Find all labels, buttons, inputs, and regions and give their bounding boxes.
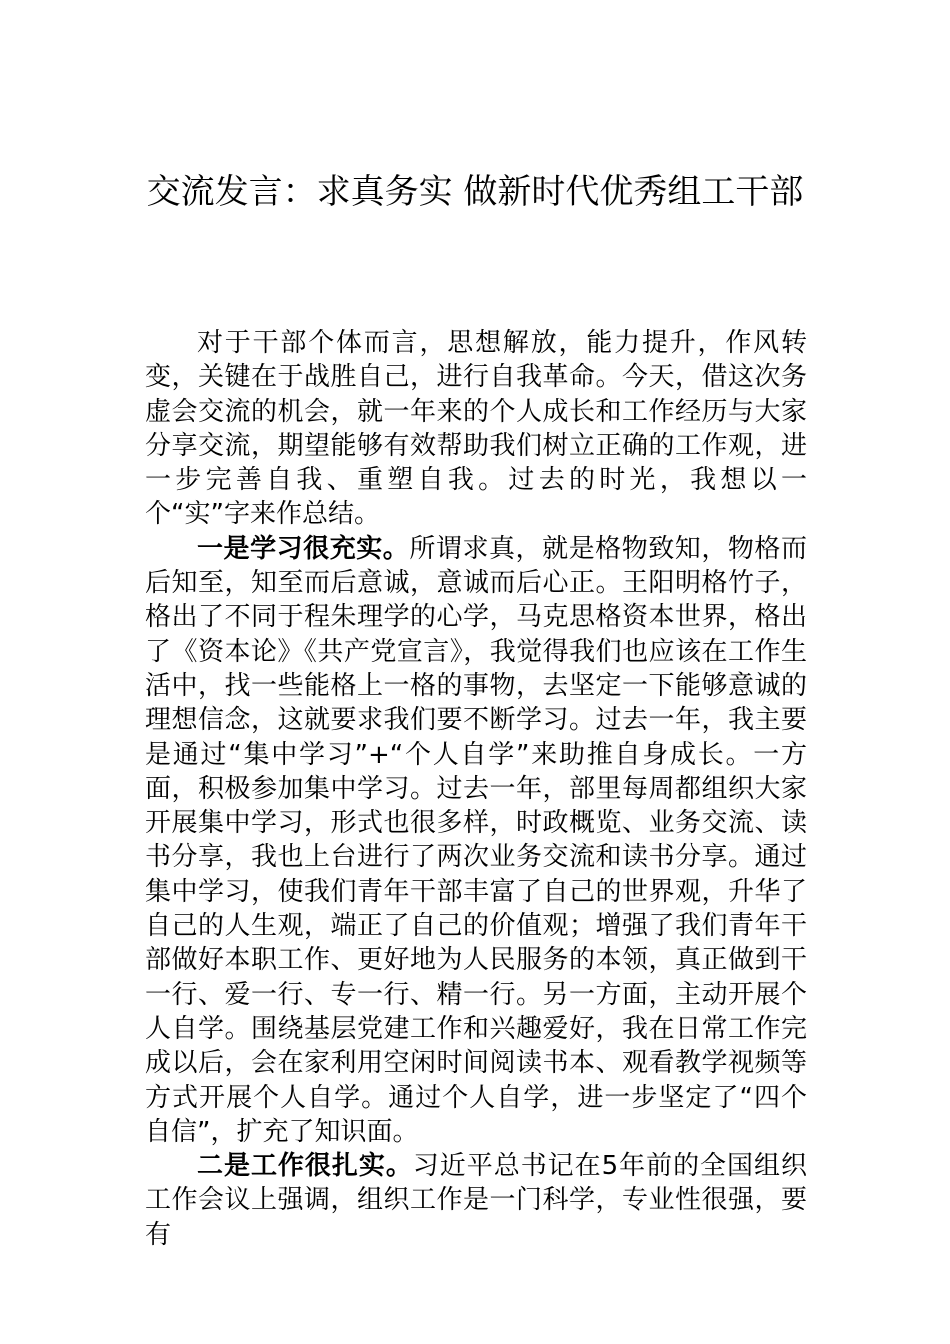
document-title: 交流发言：求真务实 做新时代优秀组工干部: [146, 172, 804, 212]
paragraph-lead: 二是工作很扎实。: [197, 1151, 413, 1182]
paragraph-lead: 一是学习很充实。: [197, 533, 410, 564]
paragraph-intro: [145, 326, 807, 532]
paragraph-study: [145, 532, 807, 1149]
paragraph-text: 习近平总书记在5年前的全国组织工作会议上强调，组织工作是一门科学，专业性很强，要有: [145, 1151, 807, 1250]
document-body: [145, 326, 807, 1252]
paragraph-text: 所谓求真，就是格物致知，物格而后知至，知至而后意诚，意诚而后心正。王阳明格竹子，格出了不同于程朱理学的心学，马克思格资本世界，格出了《资本论》《共产党宣言》，我觉得我们也应该在工作生活中，找一些能格上一格的事物，去坚定一下能够意诚的理想信念，这就要求我们要不断学习。过去一年，我主要是通过“集中学习”+“个人自学”来助推自身成长。一方面，积极参加集中学习。过去一年，部里每周都组织大家开展集中学习，形式也很多样，时政概览、业务交流、读书分享，我也上台进行了两次业务交流和读书分享。通过集中学习，使我们青年干部丰富了自己的世界观，升华了自己的人生观，端正了自己的价值观；增强了我们青年干部做好本职工作、更好地为人民服务的本领，真正做到干一行、爱一行、专一行、精一行。另一方面，主动开展个人自学。围绕基层党建工作和兴趣爱好，我在日常工作完成以后，会在家利用空闲时间阅读书本、观看教学视频等方式开展个人自学。通过个人自学，进一步坚定了“四个自信”，扩充了知识面。: [145, 533, 807, 1147]
paragraph-work: [145, 1149, 807, 1252]
paragraph-text: 对于干部个体而言，思想解放，能力提升，作风转变，关键在于战胜自己，进行自我革命。今天，借这次务虚会交流的机会，就一年来的个人成长和工作经历与大家分享交流，期望能够有效帮助我们树立正确的工作观，进一步完善自我、重塑自我。过去的时光，我想以一个“实”字来作总结。: [145, 328, 807, 530]
